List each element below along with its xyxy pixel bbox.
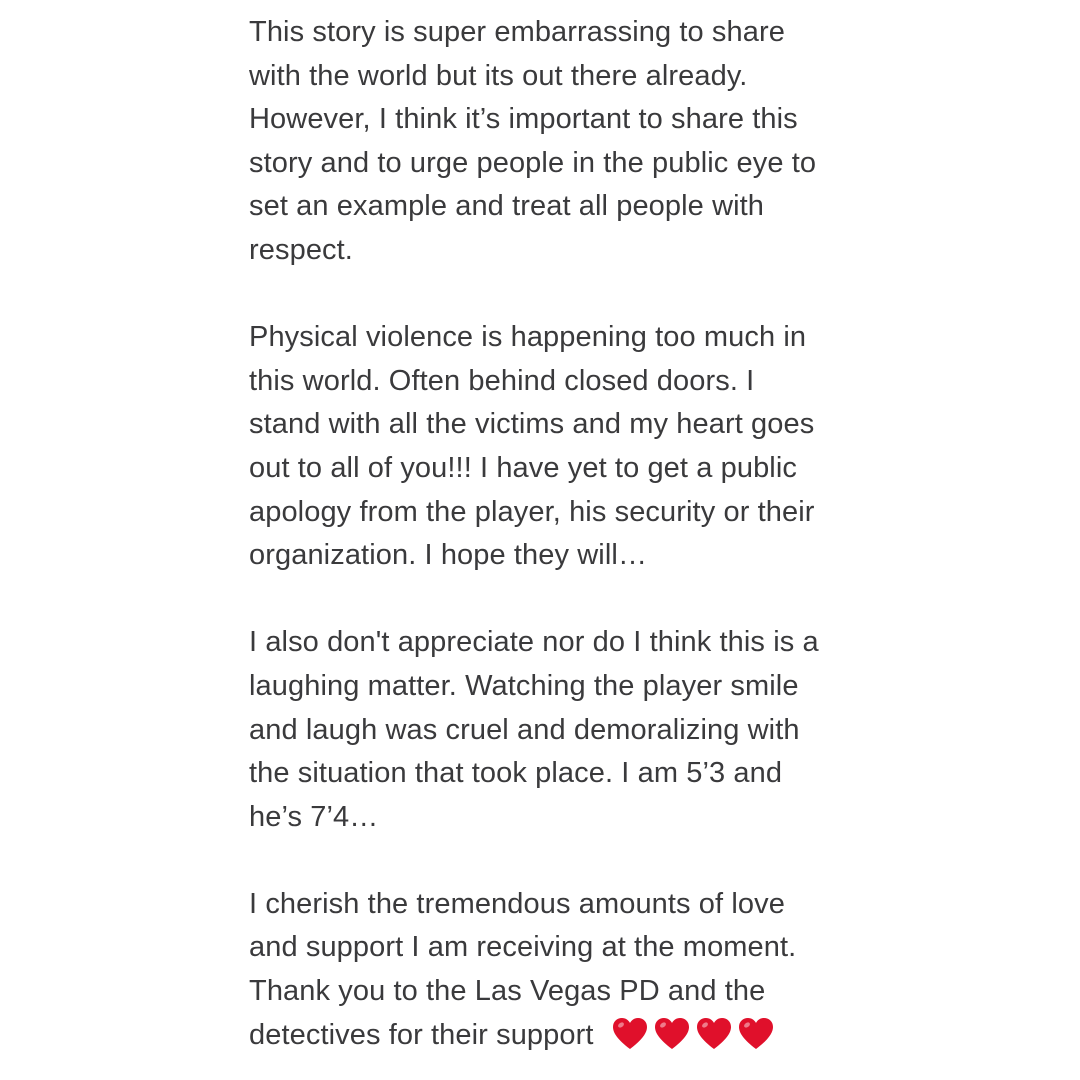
text-line: I also don't appreciate nor do I think this is a: [249, 626, 819, 659]
red-heart-icon: [738, 1017, 774, 1051]
paragraph-spacer: [249, 578, 889, 622]
text-line: detectives for their support: [249, 1018, 594, 1051]
paragraph-1: [249, 11, 889, 273]
text-line: he’s 7’4…: [249, 800, 379, 833]
text-line: story and to urge people in the public eye to: [249, 146, 817, 179]
text-line: set an example and treat all people with: [249, 190, 765, 223]
text-line: stand with all the victims and my heart goes: [249, 408, 815, 441]
heart-emoji-group: [612, 1011, 780, 1055]
red-heart-icon: [612, 1017, 648, 1051]
paragraph-2: [249, 316, 889, 578]
text-line: However, I think it’s important to share this: [249, 103, 798, 136]
text-line: Physical violence is happening too much in: [249, 321, 807, 354]
text-line: organization. I hope they will…: [249, 539, 648, 572]
text-line: out to all of you!!! I have yet to get a public: [249, 451, 797, 484]
text-line-with-hearts: [249, 1014, 889, 1058]
text-line: this world. Often behind closed doors. I: [249, 364, 755, 397]
paragraph-4: [249, 883, 889, 1057]
text-line: the situation that took place. I am 5’3 and: [249, 757, 783, 790]
text-line: apology from the player, his security or their: [249, 495, 815, 528]
red-heart-icon: [696, 1017, 732, 1051]
note-body: [249, 11, 889, 1057]
text-line: This story is super embarrassing to share: [249, 16, 785, 48]
text-line: respect.: [249, 233, 353, 266]
text-line: Thank you to the Las Vegas PD and the: [249, 975, 766, 1008]
paragraph-spacer: [249, 839, 889, 883]
text-line: laughing matter. Watching the player smile: [249, 669, 799, 702]
red-heart-icon: [654, 1017, 690, 1051]
text-line: I cherish the tremendous amounts of love: [249, 887, 785, 920]
paragraph-spacer: [249, 273, 889, 317]
text-line: with the world but its out there already.: [249, 59, 748, 92]
text-line: and laugh was cruel and demoralizing with: [249, 713, 800, 746]
paragraph-3: [249, 621, 889, 839]
text-line: and support I am receiving at the moment.: [249, 931, 797, 964]
